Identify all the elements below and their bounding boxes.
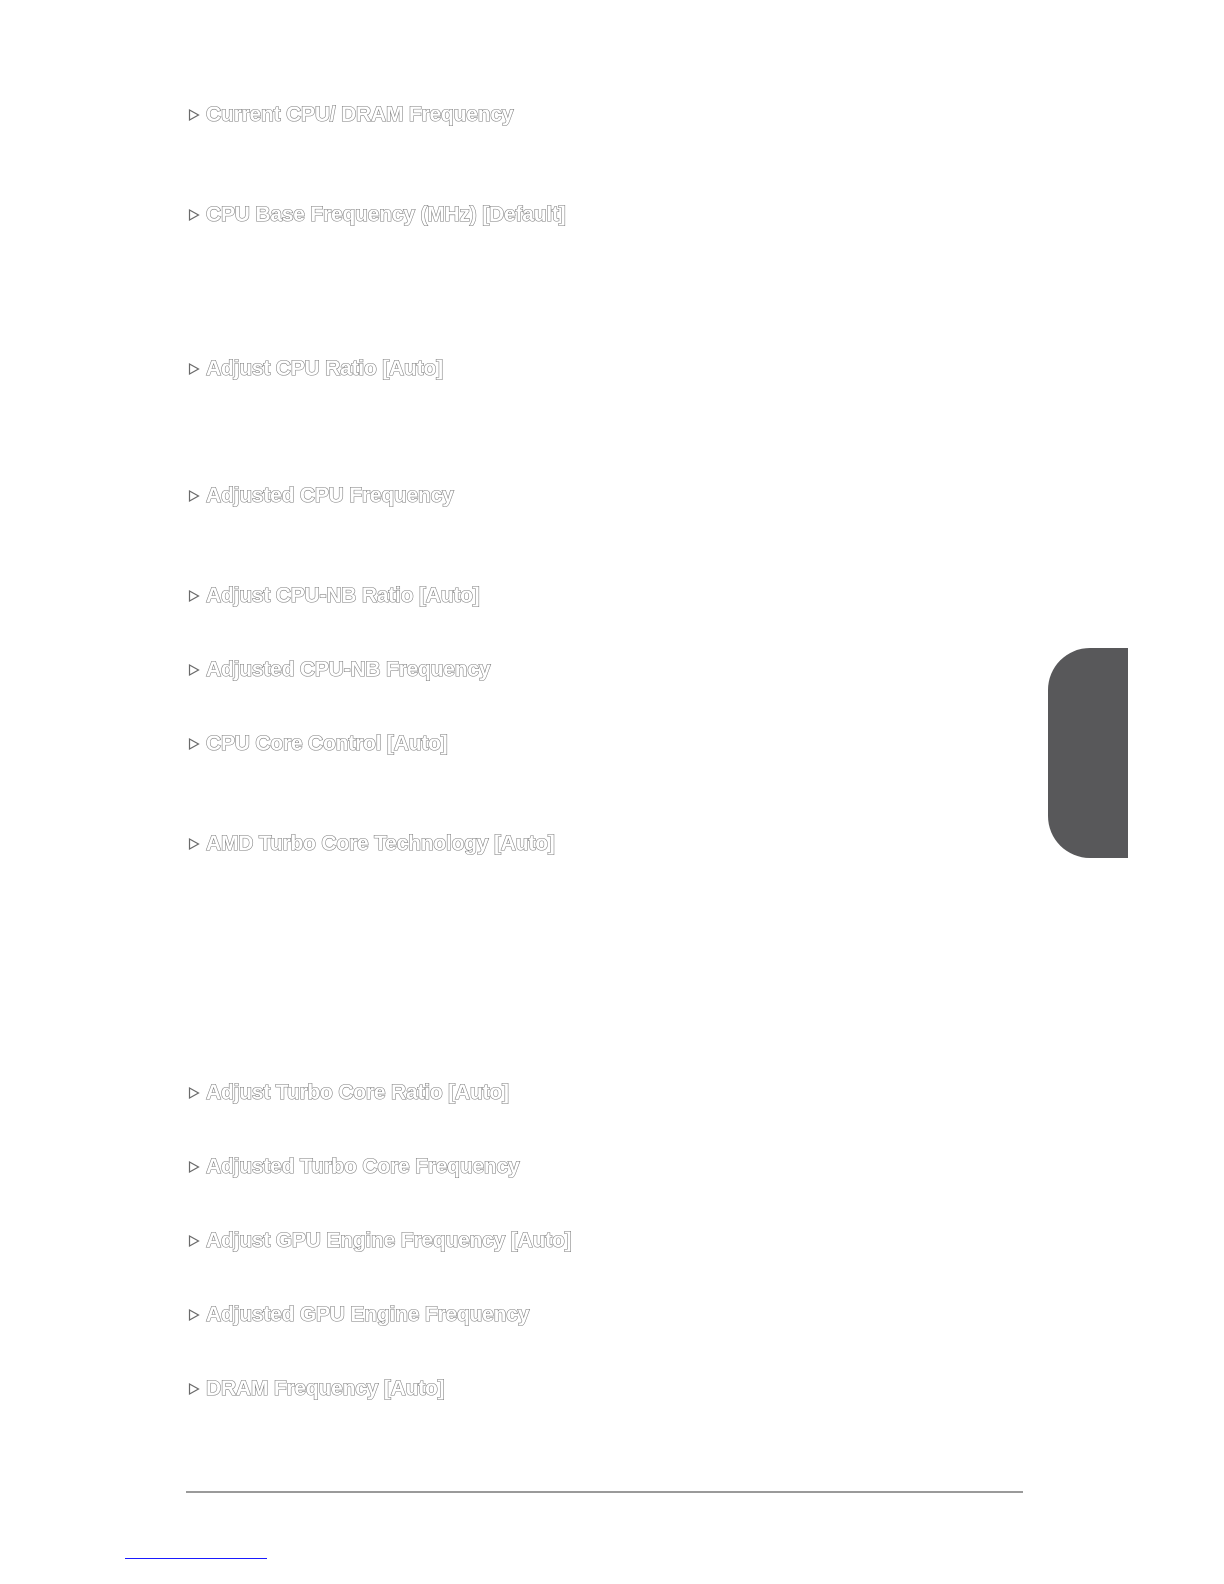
heading-text: Adjusted Turbo Core Frequency	[206, 1155, 520, 1178]
triangle-bullet-icon	[188, 200, 206, 230]
heading-adjusted-cpu-frequency	[188, 481, 454, 511]
heading-text: Adjusted CPU Frequency	[206, 484, 454, 507]
triangle-bullet-icon	[188, 729, 206, 759]
heading-cpu-core-control	[188, 729, 448, 759]
heading-adjust-gpu-engine-frequency	[188, 1226, 571, 1256]
triangle-bullet-icon	[188, 581, 206, 611]
triangle-bullet-icon	[188, 100, 206, 130]
footer-link-underline	[125, 1558, 267, 1559]
heading-text: Adjust GPU Engine Frequency [Auto]	[206, 1229, 572, 1252]
triangle-bullet-icon	[188, 655, 206, 685]
heading-text: AMD Turbo Core Technology [Auto]	[206, 832, 555, 855]
heading-dram-frequency	[188, 1374, 444, 1404]
heading-text: Adjusted CPU-NB Frequency	[206, 658, 491, 681]
heading-text: Adjust Turbo Core Ratio [Auto]	[206, 1081, 509, 1104]
heading-adjusted-gpu-engine-frequency	[188, 1300, 529, 1330]
triangle-bullet-icon	[188, 1152, 206, 1182]
heading-adjusted-cpu-nb-frequency	[188, 655, 490, 685]
heading-adjusted-turbo-core-frequency	[188, 1152, 520, 1182]
heading-text: CPU Base Frequency (MHz) [Default]	[206, 203, 566, 226]
heading-text: Adjust CPU-NB Ratio [Auto]	[206, 584, 480, 607]
heading-adjust-cpu-ratio	[188, 354, 443, 384]
heading-text: CPU Core Control [Auto]	[206, 732, 448, 755]
triangle-bullet-icon	[188, 1300, 206, 1330]
heading-adjust-turbo-core-ratio	[188, 1078, 509, 1108]
heading-text: DRAM Frequency [Auto]	[206, 1377, 445, 1400]
triangle-bullet-icon	[188, 481, 206, 511]
triangle-bullet-icon	[188, 1226, 206, 1256]
chapter-side-tab	[1048, 648, 1128, 858]
heading-adjust-cpu-nb-ratio	[188, 581, 480, 611]
heading-text: Current CPU/ DRAM Frequency	[206, 103, 514, 126]
heading-text: Adjust CPU Ratio [Auto]	[206, 357, 443, 380]
footer-divider	[186, 1491, 1023, 1493]
triangle-bullet-icon	[188, 829, 206, 859]
triangle-bullet-icon	[188, 354, 206, 384]
heading-cpu-base-frequency	[188, 200, 566, 230]
triangle-bullet-icon	[188, 1078, 206, 1108]
heading-current-cpu-dram-frequency	[188, 100, 513, 130]
heading-text: Adjusted GPU Engine Frequency	[206, 1303, 530, 1326]
triangle-bullet-icon	[188, 1374, 206, 1404]
heading-amd-turbo-core-technology	[188, 829, 555, 859]
